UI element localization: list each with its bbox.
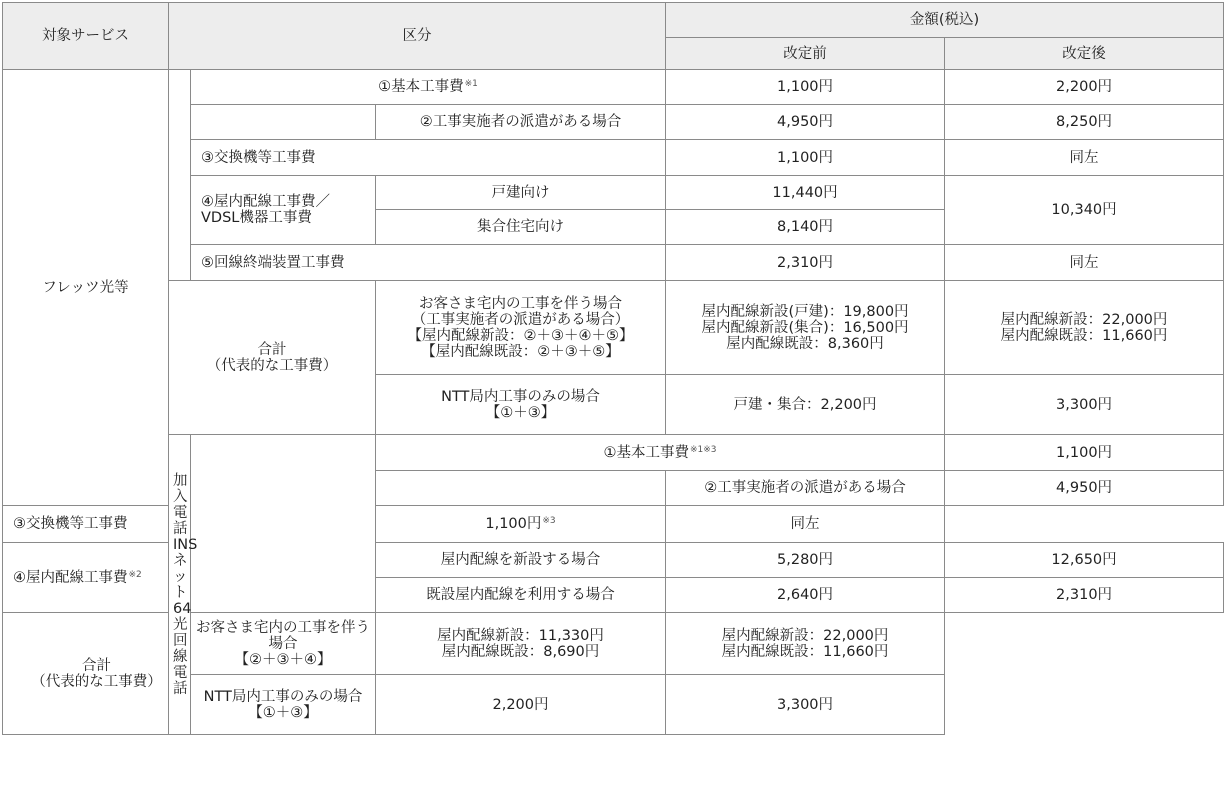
- indent-spacer: [191, 435, 376, 613]
- header-after: 改定後: [945, 38, 1224, 70]
- phone-onsite-after: 屋内配線新設：22,000円 屋内配線既設：11,660円: [666, 613, 945, 675]
- flets-basic-before: 1,100円: [666, 70, 945, 105]
- phone-basic-label: ①基本工事費$^{※1※3}$: [376, 435, 945, 471]
- phone-onsite-before: 屋内配線新設：11,330円 屋内配線既設：8,690円: [376, 613, 666, 675]
- footnote-mark: ※3: [542, 516, 556, 526]
- header-amount: 金額(税込): [666, 3, 1224, 38]
- header-category: 区分: [169, 3, 666, 70]
- phone-onsite-label: お客さま宅内の工事を伴う場合 【②＋③＋④】: [191, 613, 376, 675]
- flets-detached-before: 11,440円: [666, 176, 945, 210]
- footnote-mark: ※2: [128, 569, 142, 580]
- flets-ntt-before: 戸建・集合：2,200円: [666, 375, 945, 435]
- flets-terminal-after: 同左: [945, 245, 1224, 281]
- phone-existing-before: 2,640円: [666, 578, 945, 613]
- flets-wiring-after: 10,340円: [945, 176, 1224, 245]
- phone-exchange-after: 同左: [666, 506, 945, 543]
- phone-basic-spacer: [376, 471, 666, 506]
- header-before: 改定前: [666, 38, 945, 70]
- flets-onsite-after: 屋内配線新設：22,000円 屋内配線既設：11,660円: [945, 281, 1224, 375]
- phone-new-after: 12,650円: [945, 543, 1224, 578]
- phone-ntt-label: NTT局内工事のみの場合 【①＋③】: [191, 675, 376, 735]
- phone-existing-label: 既設屋内配線を利用する場合: [376, 578, 666, 613]
- flets-apartment-before: 8,140円: [666, 210, 945, 245]
- flets-ntt-after: 3,300円: [945, 375, 1224, 435]
- fee-table: [2, 2, 1224, 735]
- flets-exchange-label: ③交換機等工事費: [191, 140, 666, 176]
- phone-dispatch-label: ②工事実施者の派遣がある場合: [666, 471, 945, 506]
- phone-new-label: 屋内配線を新設する場合: [376, 543, 666, 578]
- flets-exchange-after: 同左: [945, 140, 1224, 176]
- service-flets: フレッツ光等: [3, 70, 169, 506]
- flets-dispatch-after: 8,250円: [945, 105, 1224, 140]
- flets-basic-after: 2,200円: [945, 70, 1224, 105]
- header-service: 対象サービス: [3, 3, 169, 70]
- flets-total-label: 合計 （代表的な工事費）: [169, 281, 376, 435]
- flets-basic-spacer: [191, 105, 376, 140]
- flets-exchange-before: 1,100円: [666, 140, 945, 176]
- flets-onsite-label: お客さま宅内の工事を伴う場合 （工事実施者の派遣がある場合） 【屋内配線新設：②＋③＋④＋⑤】 【屋内配線既設：②＋③＋⑤】: [376, 281, 666, 375]
- phone-wiring-label: ④屋内配線工事費$^{※2}$: [3, 543, 169, 613]
- footnote-mark: ※1: [464, 79, 478, 89]
- flets-dispatch-label: ②工事実施者の派遣がある場合: [376, 105, 666, 140]
- phone-dispatch-before: 4,950円: [945, 471, 1224, 506]
- flets-ntt-label: NTT局内工事のみの場合 【①＋③】: [376, 375, 666, 435]
- phone-total-label: 合計 （代表的な工事費）: [3, 613, 191, 735]
- flets-basic-label: ①基本工事費$^{※1}$: [191, 70, 666, 105]
- flets-dispatch-before: 4,950円: [666, 105, 945, 140]
- flets-detached-label: 戸建向け: [376, 176, 666, 210]
- flets-wiring-label: ④屋内配線工事費／ VDSL機器工事費: [191, 176, 376, 245]
- flets-onsite-before: 屋内配線新設(戸建)：19,800円 屋内配線新設(集合)：16,500円 屋内配線既設：8,360円: [666, 281, 945, 375]
- footnote-mark: ※1※3: [689, 444, 717, 455]
- phone-basic-before: 1,100円: [945, 435, 1224, 471]
- phone-exchange-before: 1,100円$^{※3}$: [376, 506, 666, 543]
- phone-ntt-after: 3,300円: [666, 675, 945, 735]
- flets-terminal-before: 2,310円: [666, 245, 945, 281]
- flets-terminal-label: ⑤回線終端装置工事費: [191, 245, 666, 281]
- phone-existing-after: 2,310円: [945, 578, 1224, 613]
- phone-new-before: 5,280円: [666, 543, 945, 578]
- indent-spacer: [169, 70, 191, 281]
- phone-ntt-before: 2,200円: [376, 675, 666, 735]
- phone-exchange-label: ③交換機等工事費: [3, 506, 191, 543]
- service-phone: 加入電話 INSネット64 光回線電話: [169, 435, 191, 735]
- flets-apartment-label: 集合住宅向け: [376, 210, 666, 245]
